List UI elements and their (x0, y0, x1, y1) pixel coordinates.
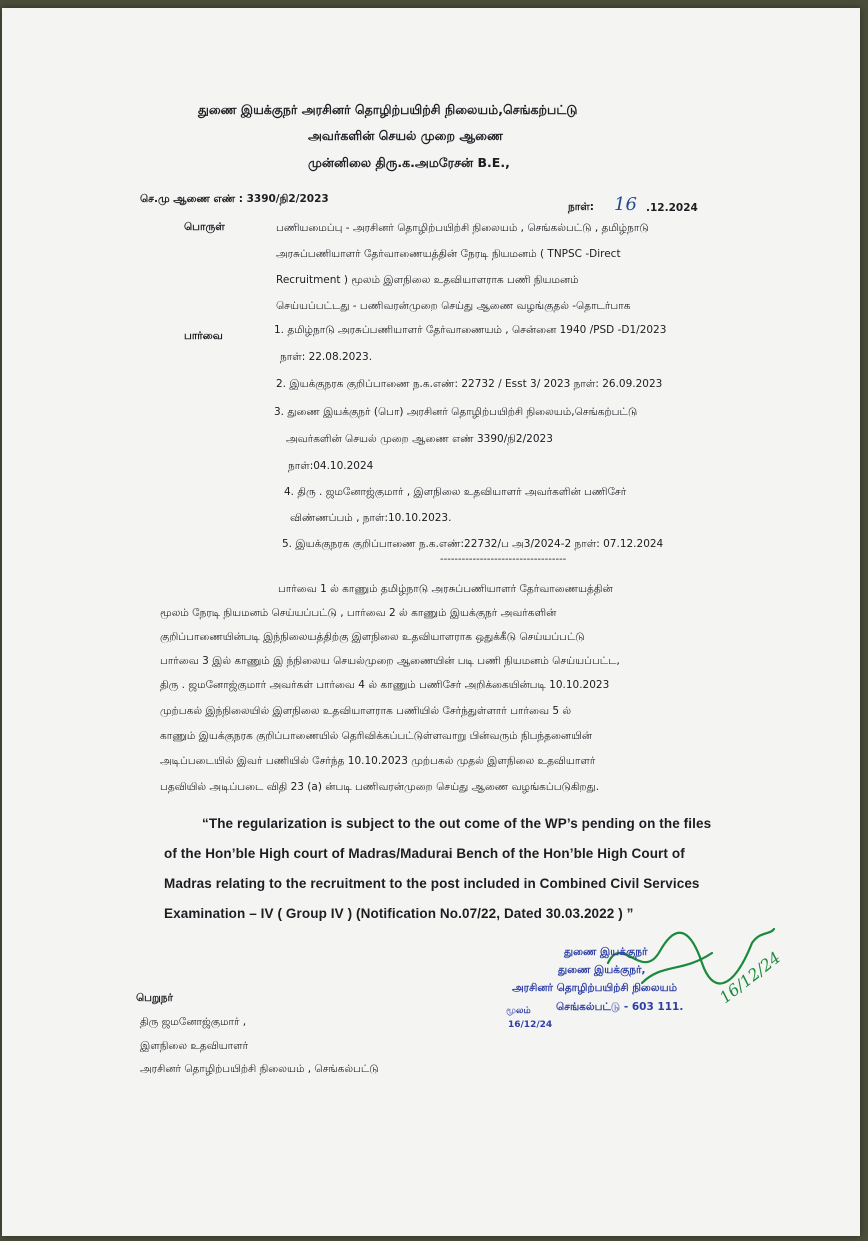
reference-item: நாள்:04.10.2024 (288, 460, 374, 472)
body-line: அடிப்படையில் இவர் பணியில் சேர்ந்த 10.10.2023 முற்பகல் முதல் இளநிலை உதவியாளர் (160, 755, 596, 767)
subject-line: செய்யப்பட்டது - பணிவரன்முறை செய்து ஆணை வழங்குதல் -தொடர்பாக (276, 300, 631, 312)
body-line: பார்வை 3 இல் காணும் இ ந்நிலைய செயல்முறை ஆணையின் படி பணி நியமனம் செய்யப்பட்ட, (160, 655, 620, 667)
initials-date: 16/12/24 (508, 1020, 553, 1030)
recipient-line: திரு ஜமனோஜ்குமார் , (140, 1016, 247, 1028)
order-date-label: நாள்: (568, 201, 594, 213)
body-line: முற்பகல் இந்நிலையில் இளநிலை உதவியாளராக பணியில் சேர்ந்துள்ளார் பார்வை 5 ல் (160, 705, 572, 717)
reference-item: 1. தமிழ்நாடு அரசுப்பணியாளர் தேர்வாணையம் , சென்னை 1940 /PSD -D1/2023 (274, 324, 667, 336)
condition-quote-line: Examination – IV ( Group IV ) (Notification No.07/22, Dated 30.03.2022 ) ” (164, 906, 634, 921)
body-line: திரு . ஜமனோஜ்குமார் அவர்கள் பார்வை 4 ல் காணும் பணிசேர் அறிக்கையின்படி 10.10.2023 (160, 679, 610, 691)
reference-item: அவர்களின் செயல் முறை ஆணை எண் 3390/நி2/2023 (286, 433, 553, 445)
reference-item: நாள்: 22.08.2023. (280, 351, 373, 363)
reference-item: 5. இயக்குநரக குறிப்பாணை ந.க.எண்:22732/ப அ3/2024-2 நாள்: 07.12.2024 (282, 538, 664, 550)
office-stamp-line: செங்கல்பட்டு - 603 111. (556, 1001, 684, 1013)
order-date-handwritten: 16 (614, 194, 637, 215)
office-stamp-line: துணை இயக்குநர், (558, 964, 646, 976)
condition-quote-line: Madras relating to the recruitment to the post included in Combined Civil Services (164, 876, 700, 891)
header-office-title: துணை இயக்குநர் அரசினர் தொழிற்பயிற்சி நிலையம்,செங்கற்பட்டு (198, 102, 578, 117)
condition-quote-line: of the Hon’ble High court of Madras/Madurai Bench of the Hon’ble High Court of (164, 846, 685, 861)
initials-stamp: மூலம் (506, 1006, 531, 1016)
body-line: குறிப்பாணையின்படி இந்நிலையத்திற்கு இளநிலை உதவியாளராக ஒதுக்கீடு செய்யப்பட்டு (160, 631, 585, 643)
signature-handwritten-date: 16/12/24 (715, 947, 785, 1008)
reference-item: 2. இயக்குநரக குறிப்பாணை ந.க.எண்: 22732 / Esst 3/ 2023 நாள்: 26.09.2023 (276, 378, 663, 390)
subject-line: அரசுப்பணியாளர் தேர்வாணையத்தின் நேரடி நியமனம் ( TNPSC -Direct (276, 248, 621, 260)
reference-item: 3. துணை இயக்குநர் (பொ) அரசினர் தொழிற்பயிற்சி நிலையம்,செங்கற்பட்டு (274, 406, 638, 418)
reference-item: விண்ணப்பம் , நாள்:10.10.2023. (290, 512, 452, 524)
subject-line: பணியமைப்பு - அரசினர் தொழிற்பயிற்சி நிலையம் , செங்கல்பட்டு , தமிழ்நாடு (276, 222, 649, 234)
subject-label: பொருள் (184, 221, 225, 233)
recipient-line: அரசினர் தொழிற்பயிற்சி நிலையம் , செங்கல்பட்டு (140, 1063, 379, 1075)
signature-title: துணை இயக்குநர் (564, 946, 648, 958)
header-presiding-officer: முன்னிலை திரு.க.அமரேசன் B.E., (308, 155, 510, 170)
reference-separator: ----------------------------------- (440, 554, 567, 565)
references-label: பார்வை (184, 330, 223, 342)
order-number: செ.மு ஆணை எண் : 3390/நி2/2023 (140, 193, 329, 205)
office-stamp-line: அரசினர் தொழிற்பயிற்சி நிலையம் (512, 982, 678, 994)
order-date-suffix: .12.2024 (646, 202, 698, 214)
body-line: பதவியில் அடிப்படை விதி 23 (a) ன்படி பணிவரன்முறை செய்து ஆணை வழங்கப்படுகிறது. (160, 781, 600, 793)
body-line: பார்வை 1 ல் காணும் தமிழ்நாடு அரசுப்பணியாளர் தேர்வாணையத்தின் (278, 583, 613, 595)
body-line: காணும் இயக்குநரக குறிப்பாணையில் தெரிவிக்கப்பட்டுள்ளவாறு பின்வரும் நிபந்தனையின் (160, 730, 593, 742)
subject-line: Recruitment ) மூலம் இளநிலை உதவியாளராக பணி நியமனம் (276, 274, 579, 286)
body-line: மூலம் நேரடி நியமனம் செய்யப்பட்டு , பார்வை 2 ல் காணும் இயக்குநர் அவர்களின் (160, 607, 557, 619)
header-proceedings-title: அவர்களின் செயல் முறை ஆணை (308, 128, 503, 143)
reference-item: 4. திரு . ஜமனோஜ்குமார் , இளநிலை உதவியாளர் அவர்களின் பணிசேர் (284, 486, 627, 498)
recipient-label: பெறுநர் (136, 992, 173, 1004)
recipient-line: இளநிலை உதவியாளர் (140, 1040, 249, 1052)
condition-quote-line: “The regularization is subject to the out come of the WP’s pending on the files (202, 816, 712, 831)
document-page (2, 8, 860, 1236)
